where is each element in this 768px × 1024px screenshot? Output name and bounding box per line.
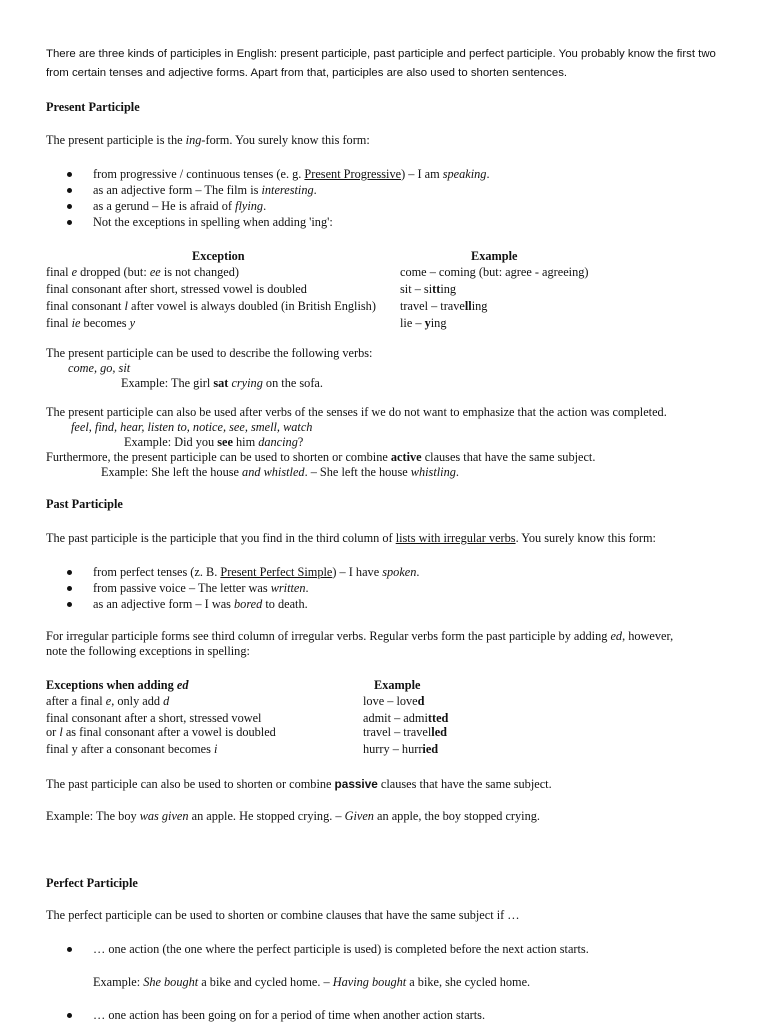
bullet-icon — [67, 188, 72, 193]
table-cell: final e dropped (but: ee is not changed) — [46, 265, 239, 279]
table-header-example: Example — [471, 249, 518, 263]
bullet-icon — [67, 204, 72, 209]
table-cell: after a final e, only add d — [46, 694, 170, 708]
bullet-icon — [67, 570, 72, 575]
bullet-icon — [67, 172, 72, 177]
table-cell: travel – travelling — [400, 299, 488, 313]
describe-verbs: come, go, sit — [68, 361, 131, 375]
table-header-exception: Exception — [192, 249, 245, 263]
bullet-icon — [67, 1013, 72, 1018]
perfect-definition: The perfect participle can be used to shorten or combine clauses that have the same subject if … — [46, 908, 520, 922]
irregular-text-line-2: note the following exceptions in spelling: — [46, 644, 250, 658]
present-perfect-simple-link[interactable]: Present Perfect Simple — [220, 565, 333, 579]
irregular-text-line-1: For irregular participle forms see third column of irregular verbs. Regular verbs form the past participle by adding ed, however, — [46, 629, 674, 643]
passive-text: The past participle can also be used to shorten or combine passive clauses that have the same subject. — [46, 777, 552, 791]
irregular-verbs-link[interactable]: lists with irregular verbs — [395, 531, 516, 545]
table-cell: or l as final consonant after a vowel is doubled — [46, 725, 276, 739]
bullet-icon — [67, 602, 72, 607]
bullet-icon — [67, 586, 72, 591]
table-header-exception: Exceptions when adding ed — [46, 678, 189, 692]
table-cell: hurry – hurried — [363, 742, 439, 756]
table-cell: final ie becomes y — [46, 316, 136, 330]
describe-example: Example: The girl sat crying on the sofa. — [121, 376, 323, 390]
bullet-icon — [67, 220, 72, 225]
table-cell: final consonant after short, stressed vowel is doubled — [46, 282, 307, 296]
table-cell: final consonant l after vowel is always doubled (in British English) — [46, 299, 376, 313]
table-cell: come – coming (but: agree - agreeing) — [400, 265, 589, 279]
senses-text: The present participle can also be used after verbs of the senses if we do not want to emphasize that the action was completed. — [46, 405, 667, 419]
past-participle-heading: Past Participle — [46, 497, 123, 511]
present-definition: The present participle is the ing-form. You surely know this form: — [46, 133, 370, 147]
present-progressive-link[interactable]: Present Progressive — [304, 167, 402, 181]
table-cell: final y after a consonant becomes i — [46, 742, 218, 756]
shorten-text: Furthermore, the present participle can be used to shorten or combine active clauses that have the same subject. — [46, 450, 596, 464]
table-cell: love – loved — [363, 694, 425, 708]
passive-example: Example: The boy was given an apple. He stopped crying. – Given an apple, the boy stopped crying. — [46, 809, 540, 823]
present-participle-heading: Present Participle — [46, 100, 140, 114]
table-cell: lie – ying — [400, 316, 447, 330]
bullet-icon — [67, 947, 72, 952]
shorten-example: Example: She left the house and whistled. – She left the house whistling. — [101, 465, 459, 479]
table-cell: final consonant after a short, stressed vowel — [46, 711, 262, 725]
senses-example: Example: Did you see him dancing? — [124, 435, 304, 449]
senses-verbs: feel, find, hear, listen to, notice, see, smell, watch — [71, 420, 313, 434]
intro-paragraph: There are three kinds of participles in English: present participle, past participle and perfect participle. You probably know the first two from certain tenses and adjective forms. Apart from that, participles are also used to shorten sentences. — [46, 48, 716, 79]
past-definition: The past participle is the participle that you find in the third column of lists with irregular verbs. You surely know this form: — [46, 531, 656, 545]
table-cell: travel – travelled — [363, 725, 448, 739]
describe-text: The present participle can be used to describe the following verbs: — [46, 346, 373, 360]
perfect-participle-heading: Perfect Participle — [46, 876, 138, 890]
perfect-example: Example: She bought a bike and cycled home. – Having bought a bike, she cycled home. — [93, 975, 531, 989]
table-cell: sit – sitting — [400, 282, 457, 296]
table-header-example: Example — [374, 678, 421, 692]
table-cell: admit – admitted — [363, 711, 449, 725]
